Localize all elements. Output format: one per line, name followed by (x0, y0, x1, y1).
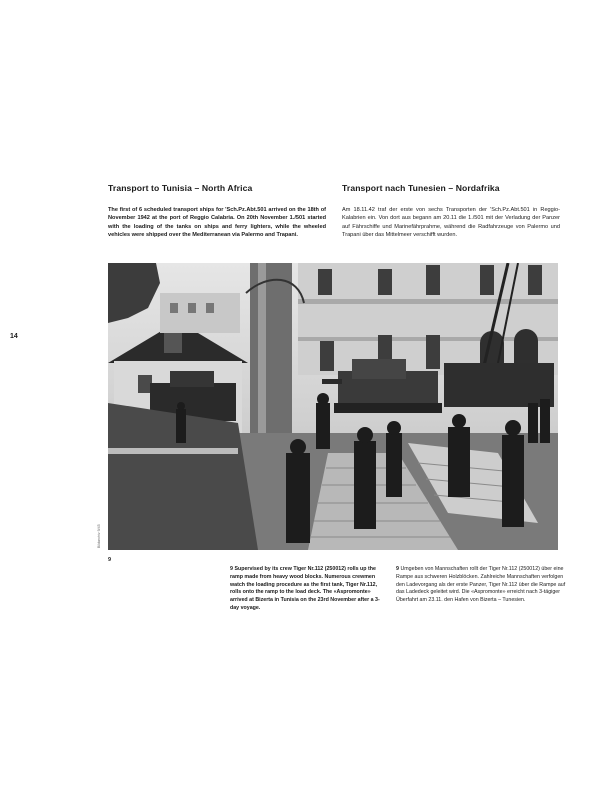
page-number: 14 (10, 333, 18, 340)
german-caption (396, 566, 566, 605)
photo-marker: 9 (108, 557, 112, 563)
english-heading: Transport to Tunisia – North Africa (108, 183, 253, 193)
german-caption-marker: 9 (396, 566, 399, 572)
german-heading: Transport nach Tunesien – Nordafrika (342, 183, 500, 193)
historical-photo (108, 263, 558, 550)
english-caption-text: Supervised by its crew Tiger Nr.112 (250012) rolls up the ramp made from heavy wood blocks. Numerous crewmen watch the loading procedure as the first tank, Tiger Nr.112, rolls onto the ramp to the load deck. The «Aspromonte» arrived at Bizerta in Tunisia on the 23rd November after a 3-day voyage. (230, 566, 380, 611)
english-caption (230, 566, 380, 613)
english-body-text: The first of 6 scheduled transport ships for 'Sch.Pz.Abt.501 arrived on the 18th of November 1942 at the port of Reggio Calabria. On 20th November 1./501 started with the loading of the tanks on ships and ferry lighters, while the wheeled vehicles were shipped over the Mediterranean via Palermo and Trapani. (108, 207, 326, 239)
german-body-text: Am 18.11.42 traf der erste von sechs Transporten der 'Sch.Pz.Abt.501 in Reggio-Kalabrien ein. Von dort aus begann am 20.11 die 1./501 mit der Verladung der Panzer auf Fährschiffe und Marinefährprahme, während die Radfahrzeuge von Palermo und Trapani über das Mittelmeer verschifft wurden. (342, 207, 560, 239)
english-caption-marker: 9 (230, 566, 233, 572)
photo-illustration (108, 263, 558, 550)
german-caption-text: Umgeben von Mannschaften rollt der Tiger Nr.112 (250012) über eine Rampe aus schweren Holzblöcken. Zahlreiche Mannschaften verfolgen den Ladevorgang als der erste Panzer, Tiger Nr.112 über die Rampe auf das Ladedeck geleitet wird. Die «Aspromonte» erreicht nach 3-tägiger Überfahrt am 23.11. den Hafen von Bizerta – Tunesien. (396, 566, 566, 604)
photo-credit: Bildarchiv 9/45 (97, 524, 101, 548)
